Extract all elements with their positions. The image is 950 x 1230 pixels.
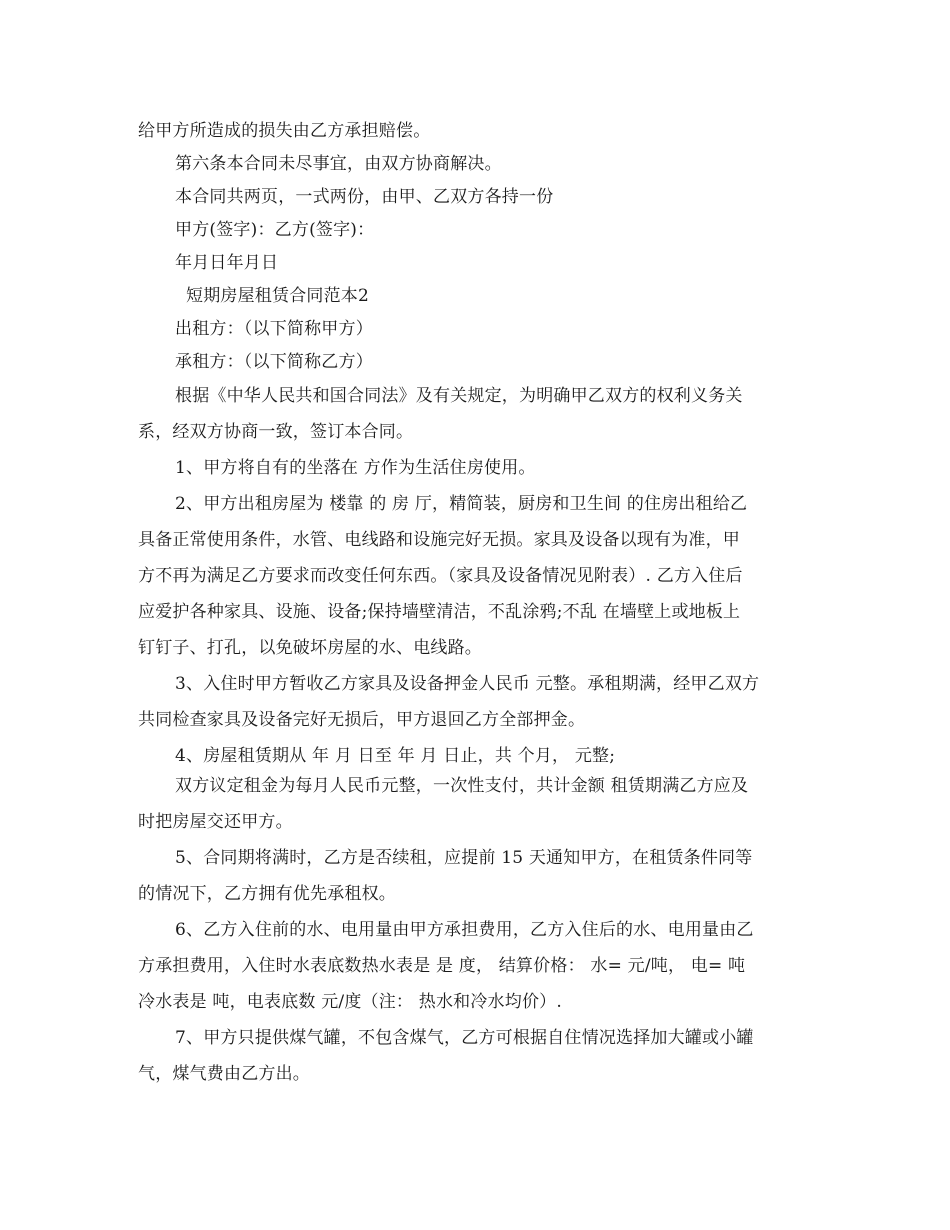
paragraph-line: 冷水表是 吨，电表底数 元/度（注： 热水和冷水均价）. — [138, 992, 562, 1012]
paragraph-line: 方不再为满足乙方要求而改变任何东西。（家具及设备情况见附表）. 乙方入住后 — [138, 566, 743, 586]
paragraph-line: 本合同共两页，一式两份，由甲、乙双方各持一份 — [175, 187, 554, 207]
paragraph-line: 的情况下，乙方拥有优先承租权。 — [138, 884, 396, 904]
clause-line: 4、房屋租赁期从 年 月 日至 年 月 日止，共 个月， 元整; — [175, 746, 616, 766]
paragraph-line: 共同检查家具及设备完好无损后，甲方退回乙方全部押金。 — [138, 710, 586, 730]
paragraph-line: 给甲方所造成的损失由乙方承担赔偿。 — [138, 121, 431, 141]
paragraph-line: 时把房屋交还甲方。 — [138, 812, 293, 832]
paragraph-line: 系，经双方协商一致，签订本合同。 — [138, 422, 414, 442]
paragraph-line: 钉钉子、打孔，以免破坏房屋的水、电线路。 — [138, 638, 482, 658]
clause-line: 3、入住时甲方暂收乙方家具及设备押金人民币 元整。承租期满，经甲乙双方 — [175, 674, 760, 694]
paragraph-line: 具备正常使用条件，水管、电线路和设施完好无损。家具及设备以现有为准，甲 — [138, 530, 740, 550]
clause-line: 2、甲方出租房屋为 楼靠 的 房 厅，精简装，厨房和卫生间 的住房出租给乙 — [175, 494, 748, 514]
clause-line: 1、甲方将自有的坐落在 方作为生活住房使用。 — [175, 458, 536, 478]
paragraph-line: 根据《中华人民共和国合同法》及有关规定，为明确甲乙双方的权利义务关 — [175, 386, 743, 406]
contract-title: 短期房屋租赁合同范本2 — [186, 286, 370, 306]
signature-line: 甲方(签字)：乙方(签字)： — [175, 220, 375, 240]
clause-line: 5、合同期将满时，乙方是否续租，应提前 15 天通知甲方，在租赁条件同等 — [175, 848, 753, 868]
lessor-line: 出租方：（以下简称甲方） — [175, 319, 373, 339]
paragraph-line: 方承担费用，入住时水表底数热水表是 是 度， 结算价格： 水= 元/吨， 电= 吨 — [138, 956, 746, 976]
lessee-line: 承租方：（以下简称乙方） — [175, 352, 373, 372]
paragraph-line: 应爱护各种家具、设施、设备;保持墙壁清洁，不乱涂鸦;不乱 在墙壁上或地板上 — [138, 602, 741, 622]
clause-line: 6、乙方入住前的水、电用量由甲方承担费用，乙方入住后的水、电用量由乙 — [175, 920, 754, 940]
date-line: 年月日年月日 — [175, 253, 279, 273]
paragraph-line: 气，煤气费由乙方出。 — [138, 1064, 310, 1084]
clause-line: 7、甲方只提供煤气罐，不包含煤气，乙方可根据自住情况选择加大罐或小罐 — [175, 1028, 754, 1048]
paragraph-line: 双方议定租金为每月人民币元整，一次性支付，共计金额 租赁期满乙方应及 — [175, 776, 749, 796]
paragraph-line: 第六条本合同未尽事宜，由双方协商解决。 — [175, 154, 502, 174]
